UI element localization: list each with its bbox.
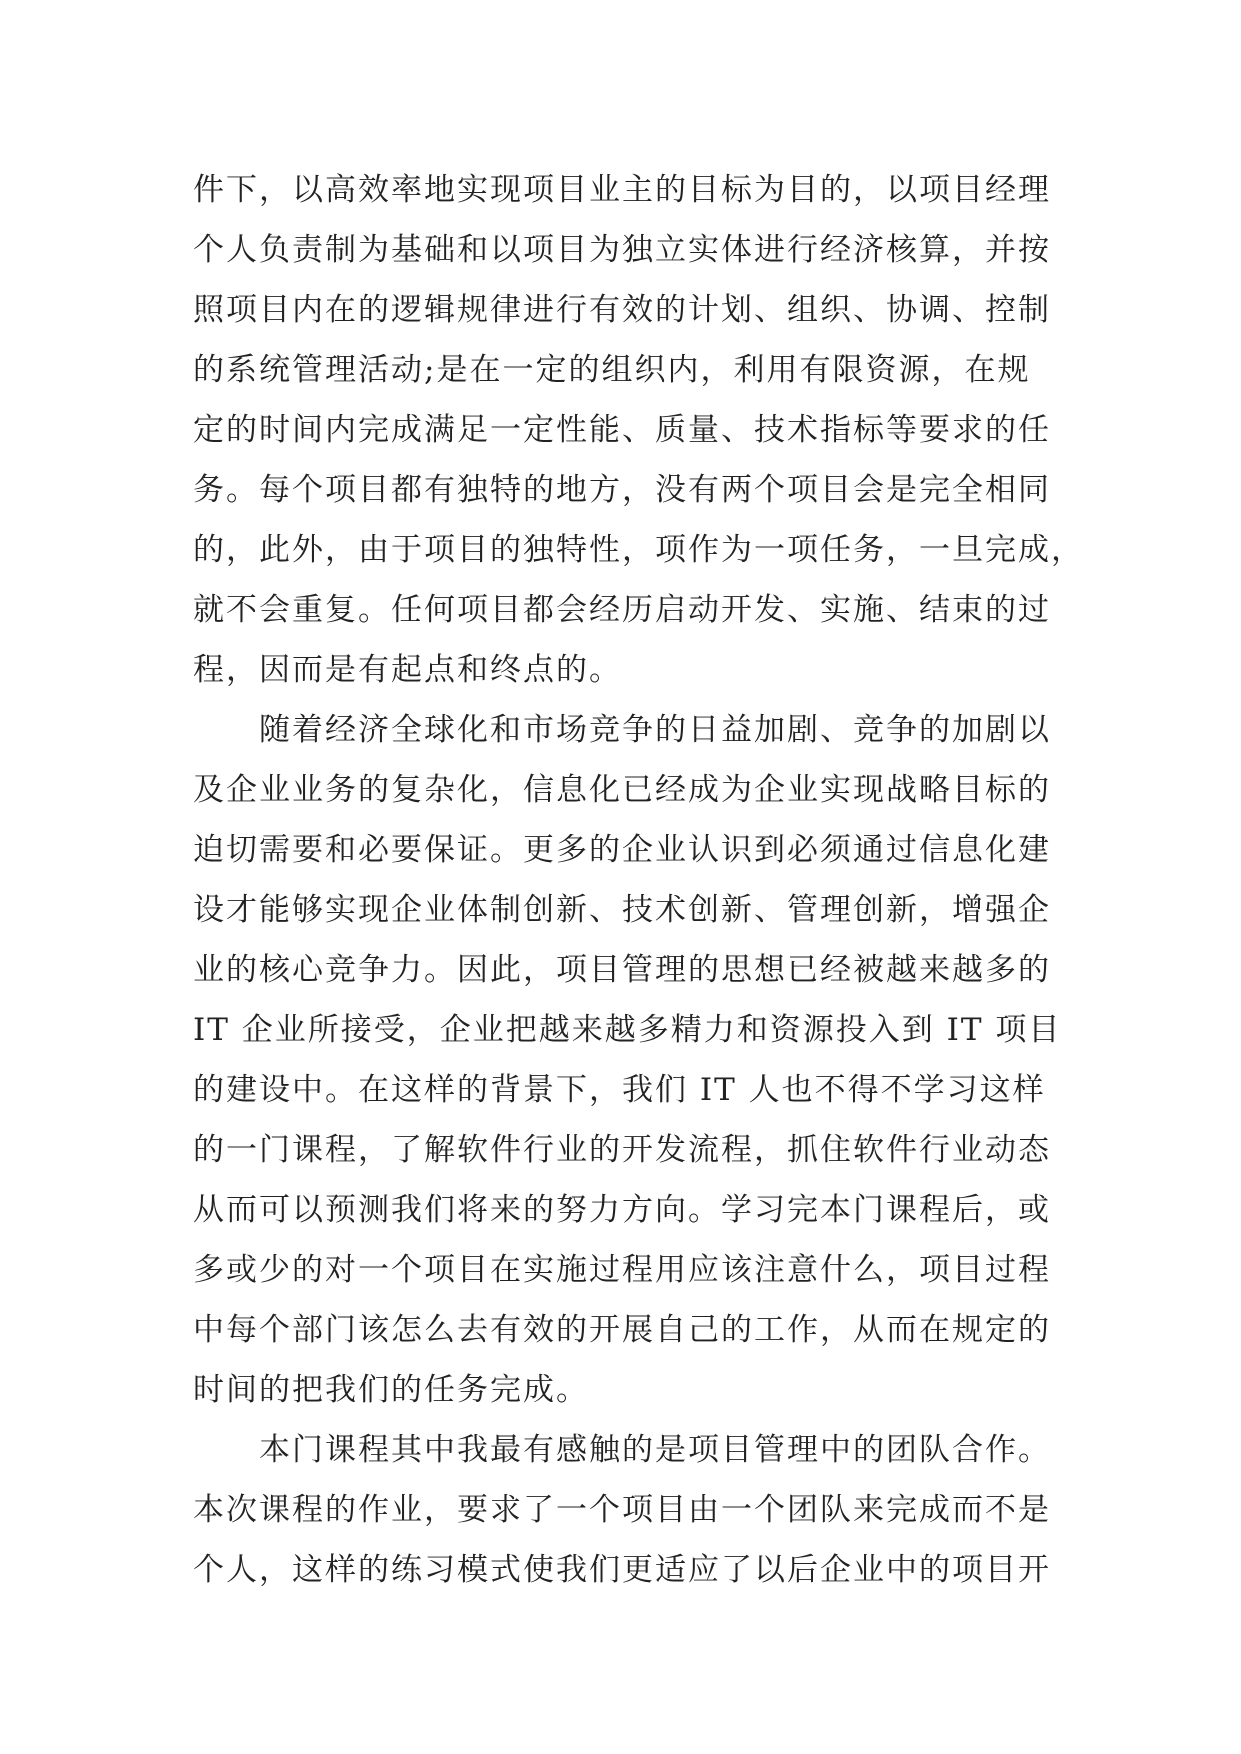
text-line: 中每个部门该怎么去有效的开展自己的工作，从而在规定的	[193, 1312, 1051, 1348]
text-line: 随着经济全球化和市场竞争的日益加剧、竞争的加剧以	[193, 712, 1051, 748]
text-line: 设才能够实现企业体制创新、技术创新、管理创新，增强企	[193, 892, 1051, 928]
text-line: 本次课程的作业，要求了一个项目由一个团队来完成而不是	[193, 1492, 1051, 1528]
text-line: 照项目内在的逻辑规律进行有效的计划、组织、协调、控制	[193, 292, 1051, 328]
text-line: 的一门课程，了解软件行业的开发流程，抓住软件行业动态	[193, 1132, 1051, 1168]
text-line: 的建设中。在这样的背景下，我们 IT 人也不得不学习这样	[193, 1072, 1046, 1108]
text-line: 从而可以预测我们将来的努力方向。学习完本门课程后，或	[193, 1192, 1051, 1228]
text-line: 迫切需要和必要保证。更多的企业认识到必须通过信息化建	[193, 832, 1051, 868]
text-line: 及企业业务的复杂化，信息化已经成为企业实现战略目标的	[193, 772, 1051, 808]
text-line: 个人，这样的练习模式使我们更适应了以后企业中的项目开	[193, 1552, 1051, 1588]
text-line: 程，因而是有起点和终点的。	[193, 652, 622, 688]
text-line: 时间的把我们的任务完成。	[193, 1372, 589, 1408]
text-line: 个人负责制为基础和以项目为独立实体进行经济核算，并按	[193, 232, 1051, 268]
text-line: 就不会重复。任何项目都会经历启动开发、实施、结束的过	[193, 592, 1051, 628]
text-line: 定的时间内完成满足一定性能、质量、技术指标等要求的任	[193, 412, 1051, 448]
text-line: 多或少的对一个项目在实施过程用应该注意什么，项目过程	[193, 1252, 1051, 1288]
text-line: IT 企业所接受，企业把越来越多精力和资源投入到 IT 项目	[193, 1012, 1062, 1048]
text-line: 件下，以高效率地实现项目业主的目标为目的，以项目经理	[193, 172, 1051, 208]
body-text	[193, 160, 1084, 1600]
text-line: 的系统管理活动;是在一定的组织内，利用有限资源，在规	[193, 352, 1031, 388]
text-line: 本门课程其中我最有感触的是项目管理中的团队合作。	[193, 1432, 1051, 1468]
text-line: 务。每个项目都有独特的地方，没有两个项目会是完全相同	[193, 472, 1051, 508]
text-line: 业的核心竞争力。因此，项目管理的思想已经被越来越多的	[193, 952, 1051, 988]
text-line: 的，此外，由于项目的独特性，项作为一项任务，一旦完成，	[193, 532, 1084, 568]
